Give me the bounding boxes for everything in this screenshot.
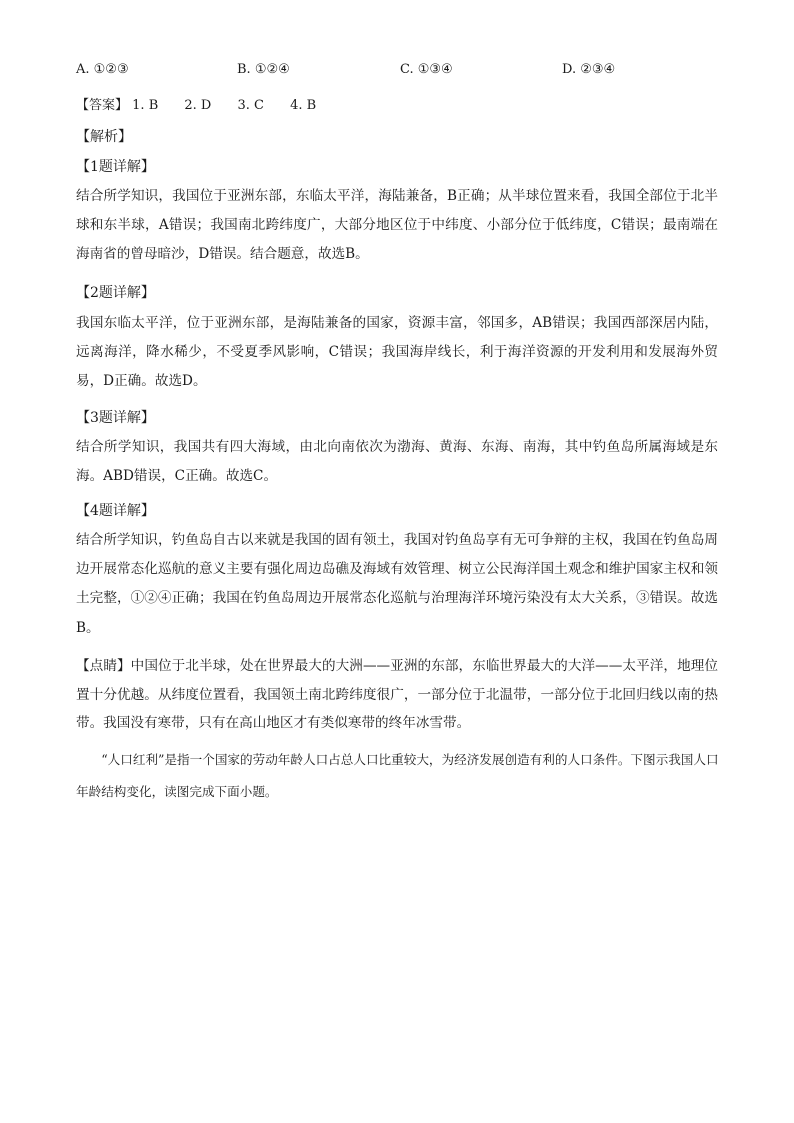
analysis-heading: 【解析】 [76,129,132,145]
key-point-label: 【点睛】 [76,658,131,674]
answer-line [76,94,316,113]
detail-text-3: 结合所学知识，我国共有四大海域，由北向南依次为渤海、黄海、东海、南海，其中钓鱼岛所属海域是东海。ABD错误，C正确。故选C。 [76,439,718,485]
option-d: D. ②③④ [562,62,616,77]
detail-heading-1: 【1题详解】 [76,159,155,175]
answer-label: 【答案】 [76,98,129,113]
question-intro: “人口红利”是指一个国家的劳动年龄人口占总人口比重较大，为经济发展创造有利的人口条件。下图示我国人口年龄结构变化，读图完成下面小题。 [76,752,719,799]
detail-heading-2: 【2题详解】 [76,285,155,301]
answer-item: 2. D [184,98,212,113]
option-a: A. ①②③ [76,62,129,77]
answer-item: 3. C [237,98,264,113]
key-point-paragraph [76,652,718,738]
detail-text-1: 结合所学知识，我国位于亚洲东部，东临太平洋，海陆兼备，B正确；从半球位置来看，我国全部位于北半球和东半球，A错误；我国南北跨纬度广，大部分地区位于中纬度、小部分位于低纬度，C错误；最南端在海南省的曾母暗沙，D错误。结合题意，故选B。 [76,188,718,263]
detail-text-2: 我国东临太平洋，位于亚洲东部，是海陆兼备的国家，资源丰富，邻国多，AB错误；我国西部深居内陆，远离海洋，降水稀少，不受夏季风影响，C错误；我国海岸线长，利于海洋资源的开发利用和发展海外贸易，D正确。故选D。 [76,315,718,390]
option-c: C. ①③④ [400,62,453,77]
detail-text-4: 结合所学知识，钓鱼岛自古以来就是我国的固有领土，我国对钓鱼岛享有无可争辩的主权，我国在钓鱼岛周边开展常态化巡航的意义主要有强化周边岛礁及海域有效管理、树立公民海洋国土观念和维护国家主权和领土完整，①②④正确；我国在钓鱼岛周边开展常态化巡航与治理海洋环境污染没有太大关系，③错误。故选B。 [76,532,718,636]
detail-heading-3: 【3题详解】 [76,410,155,426]
key-point-text: 中国位于北半球，处在世界最大的大洲——亚洲的东部，东临世界最大的大洋——太平洋，地理位置十分优越。从纬度位置看，我国领土南北跨纬度很广，一部分位于北温带，一部分位于北回归线以南的热带。我国没有寒带，只有在高山地区才有类似寒带的终年冰雪带。 [76,658,718,731]
answer-item: 4. B [290,98,317,113]
detail-heading-4: 【4题详解】 [76,503,155,519]
answer-options [76,62,736,84]
answer-item: 1. B [132,98,159,113]
option-b: B. ①②④ [237,62,290,77]
